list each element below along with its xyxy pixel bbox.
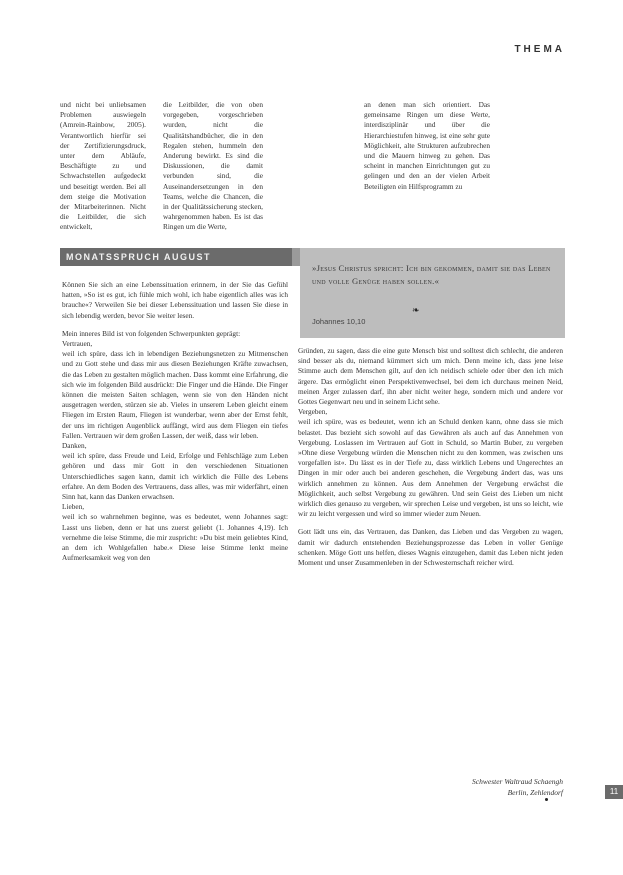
subheading: Vertrauen, xyxy=(62,339,93,349)
section-heading: MONATSSPRUCH AUGUST xyxy=(66,252,211,262)
left-column xyxy=(62,280,288,563)
top-column-3-text: an denen man sich orientiert. Das gemeinsame Ringen um diese Werte, interdisziplinär und über die Hierarchiestufen hinweg, ist eine sehr gute Möglichkeit, alte Strukturen aufzubrechen und die Mauern hinweg zu gehen. Das scheint in manchen Einrichtungen gut zu gelingen und den an der vielen Arbeit Beteiligten ein Hilfsprogramm zu xyxy=(364,100,490,191)
paragraph: Können Sie sich an eine Lebenssituation erinnern, in der Sie das Gefühl hatten, »So ist es gut, ich fühle mich wohl, ich habe eigentlich alles was ich brauche«? Verweilen Sie bei dieser Lebenssituation und lassen Sie diese in sich lebendig werden, bevor Sie weiter lesen. xyxy=(62,280,288,320)
section-kicker: THEMA xyxy=(514,44,565,55)
paragraph: weil ich spüre, dass Freude und Leid, Erfolge und Fehlschläge zum Leben gehören und dass mir Gott in den verschiedenen Situationen Unterschiedliches sagen kann, damit ich wirklich die Fülle des Lebens erfahre. An dem Boden des Vertrauens, dass alles, was mir widerfährt, einen Sinn hat, kann das Danken erwachsen. xyxy=(62,451,288,502)
signature-name: Schwester Waltraud Schaengh xyxy=(472,777,563,786)
paragraph: weil ich spüre, was es bedeutet, wenn ich an Schuld denken kann, ohne dass sie mich belastet. Das bezieht sich sowohl auf das Gewähren als auch auf das Annehmen von Vergebung. Loslassen im Vertrauen auf Gott in Schuld, so Martin Buber, zu vergeben »Ohne diese Vergebung würden die Menschen nicht zu den kommen, was zwischen uns vorgefallen ist«. Du lässt es in der Tiefe zu, dass wirklich Lebens und Ungerechtes an Dingen in mir oder auch bei anderen geschehen, die Vergebung ändert das, was uns wirklich annehmen zu können. Aus dem Annehmen der Vergebung erwächst die Möglichkeit, auch selbst Vergebung zu gewähren. Und sein Geist des Lieben um nicht wirklich dies genauso zu vergeben, wir sprechen Leise und vergeben, ist uns so leicht, wie wir zu leicht vergessen und wird so immer wieder zum Neuen. xyxy=(298,417,563,519)
top-column-3 xyxy=(364,100,490,192)
subheading: Danken, xyxy=(62,441,87,451)
paragraph: Gott lädt uns ein, das Vertrauen, das Danken, das Lieben und das Vergeben zu wagen, damit wir dadurch entstehenden Beziehungsprozesse das Leben in voller Genüge schenken. Möge Gott uns helfen, dieses Wagnis einzugehen, damit das Leben nicht jeden Moment und unser Zusammenleben in der Schwesternschaft reicher wird. xyxy=(298,527,563,568)
top-column-1-text: und nicht bei unliebsamen Problemen auswiegeln (Amrein-Rainbow, 2005). Verantwortlich hierfür sei der Zertifizierungsdruck, unter dem Abläufe, Beschäftigte zu und Schwachstellen aufgedeckt und beseitigt werden. Bei all dem steige die Motivation der Mitarbeiterinnen. Nicht die Leitbilder, die sich entwickelt, xyxy=(60,100,146,232)
paragraph: weil ich so wahrnehmen beginne, was es bedeutet, wenn Johannes sagt: Lasst uns lieben, denn er hat uns zuerst geliebt (1. Johannes 4,19). Ich vernehme die leise Stimme, die mir zuspricht: »Du bist mein geliebtes Kind, an dem ich Wohlgefallen habe.« Diese leise Stimme lenkt meine Aufmerksamkeit weg von den xyxy=(62,512,288,563)
paragraph: Gründen, zu sagen, dass die eine gute Mensch bist und solltest dich schlecht, die anderen sind besser als du, niemand kümmert sich um mich. Denn meine ich, dass jene leise Stimme auch dem Menschen gilt, auf den ich neidisch schiele oder über den ich mich ärgere. Das ermöglicht einen Perspektivenwechsel, bei dem ich durchaus meinen Neid, meinen Ärger zulassen darf, ihn aber nicht weiter hege, sondern mich und andere vor Gottes Gegenwart neu und in seinem Licht sehe. xyxy=(298,346,563,407)
quote-text: »Jesus Christus spricht: Ich bin gekommen, damit sie das Leben und volle Genüge haben sollen.« xyxy=(312,263,551,286)
bullet-dot xyxy=(545,798,548,801)
page-number: 11 xyxy=(605,785,623,799)
subheading: Lieben, xyxy=(62,502,85,512)
subheading: Vergeben, xyxy=(298,407,328,417)
paragraph: weil ich spüre, dass ich in lebendigen Beziehungsnetzen zu Mitmenschen und zu Gott stehe und dass mir aus diesen Beziehungen Kräfte zuwachsen, die das Leben zu gestalten möglich machen. Dass kommt eine Erfahrung, die sich wie im folgenden Bild ausdrückt: Die Finger und die Hände. Die Finger können die meisten Saiten schlagen, wenn sie von den Händen nicht ausgetragen werden, stürzen sie ab. Vieles in unserem Leben gleicht einem Fliegen im Ersten Raum, Fliegen ist wunderbar, wenn aber der Ernst fehlt, der uns im richtigen Augenblick auffängt, wird aus dem Fliegen ein tiefes Fallen. Vertrauen wir dem großen Lassen, der weiß, dass wir leben. xyxy=(62,349,288,440)
paragraph: Mein inneres Bild ist von folgenden Schwerpunkten geprägt: xyxy=(62,328,241,338)
quote-reference: Johannes 10,10 xyxy=(312,317,366,326)
top-column-2 xyxy=(163,100,263,233)
right-column xyxy=(298,346,563,568)
top-column-1 xyxy=(60,100,146,233)
ornament-icon: ❧ xyxy=(412,305,420,315)
signature-place: Berlin, Zehlendorf xyxy=(507,788,563,797)
top-column-2-text: die Leitbilder, die von oben vorgegeben, vorgeschrieben wurden, nicht die Qualitätshandbücher, die in den Regalen stehen, hummeln den Anderung bewirkt. Es sind die Diskussionen, die damit verbunden sind, die Auseinandersetzungen in den Teams, welche die Chancen, die in der Qualitätssicherung stecken, wahrgenommen haben. Es ist das Ringen um die Werte, xyxy=(163,100,263,232)
